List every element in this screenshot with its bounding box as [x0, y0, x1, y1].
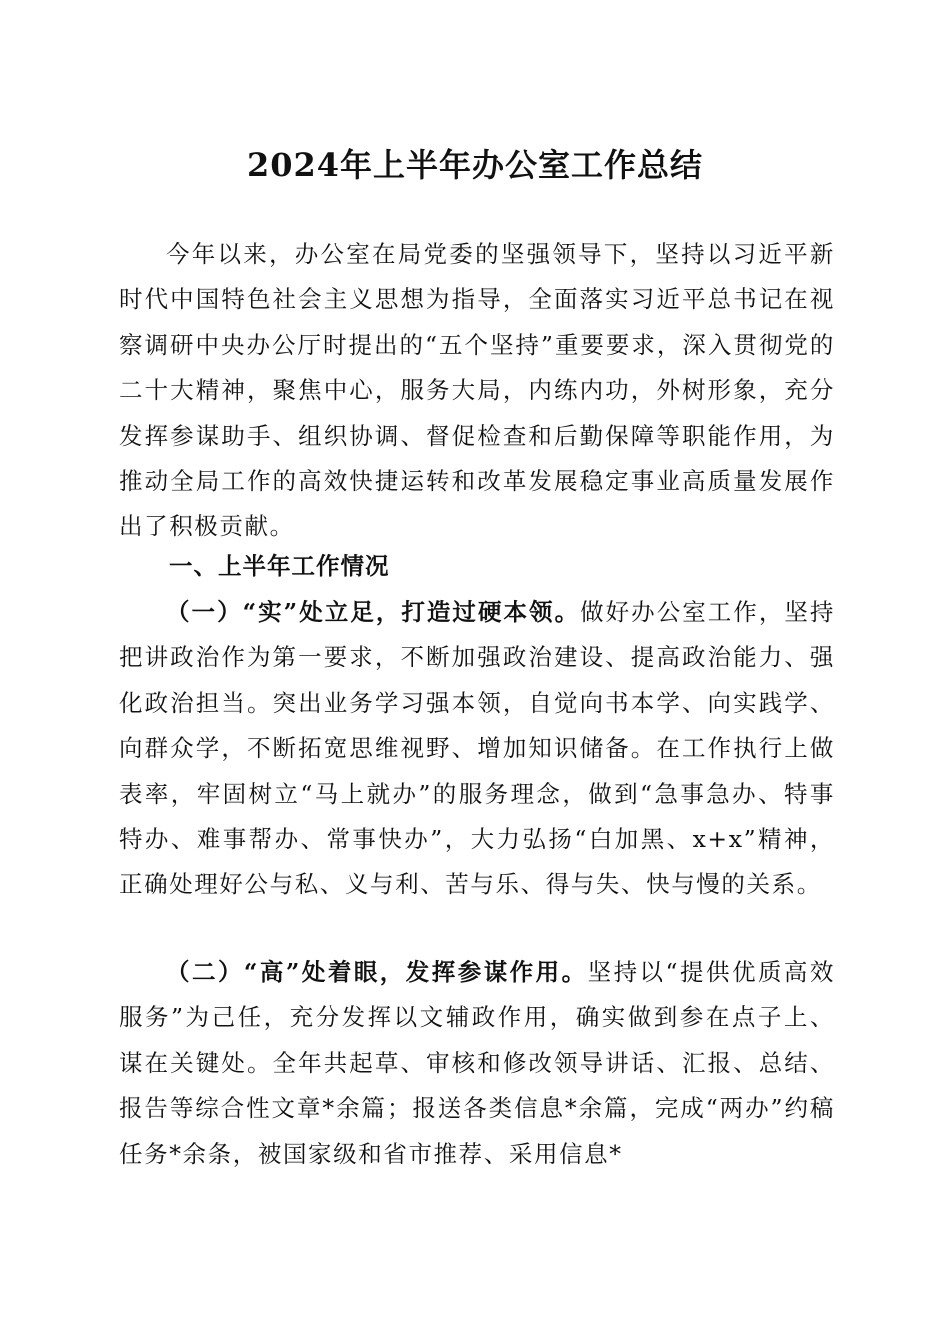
item1-text: 做好办公室工作，坚持把讲政治作为第一要求，不断加强政治建设、提高政治能力、强化政治担当。突出业务学习强本领，自觉向书本学、向实践学、向群众学，不断拓宽思维视野、增加知识储备。在工作执行上做表率，牢固树立“马上就办”的服务理念，做到“急事急办、特事特办、难事帮办、常事快办”，大力弘扬“白加黑、x+x”精神，正确处理好公与私、义与利、苦与乐、得与失、快与慢的关系。	[119, 598, 836, 899]
intro-paragraph: 今年以来，办公室在局党委的坚强领导下，坚持以习近平新时代中国特色社会主义思想为指导，全面落实习近平总书记在视察调研中央办公厅时提出的“五个坚持”重要要求，深入贯彻党的二十大精神，聚焦中心，服务大局，内练内功，外树形象，充分发挥参谋助手、组织协调、督促检查和后勤保障等职能作用，为推动全局工作的高效快捷运转和改革发展稳定事业高质量发展作出了积极贡献。	[119, 240, 835, 541]
document-title: 2024年上半年办公室工作总结	[246, 146, 704, 184]
section-heading: 一、上半年工作情况	[169, 552, 390, 580]
item1-paragraph	[119, 590, 835, 908]
item2-paragraph	[119, 950, 835, 1177]
item2-lead: （二）“高”处着眼，发挥参谋作用。	[166, 958, 588, 986]
item1-lead: （一）“实”处立足，打造过硬本领。	[166, 598, 581, 626]
intro-block	[119, 232, 835, 550]
item2-text: 坚持以“提供优质高效服务”为己任，充分发挥以文辅政作用，确实做到参在点子上、谋在关键处。全年共起草、审核和修改领导讲话、汇报、总结、报告等综合性文章*余篇；报送各类信息*余篇，完成“两办”约稿任务*余条，被国家级和省市推荐、采用信息*	[119, 958, 835, 1168]
item1-block	[119, 590, 835, 908]
item2-block	[119, 950, 835, 1177]
